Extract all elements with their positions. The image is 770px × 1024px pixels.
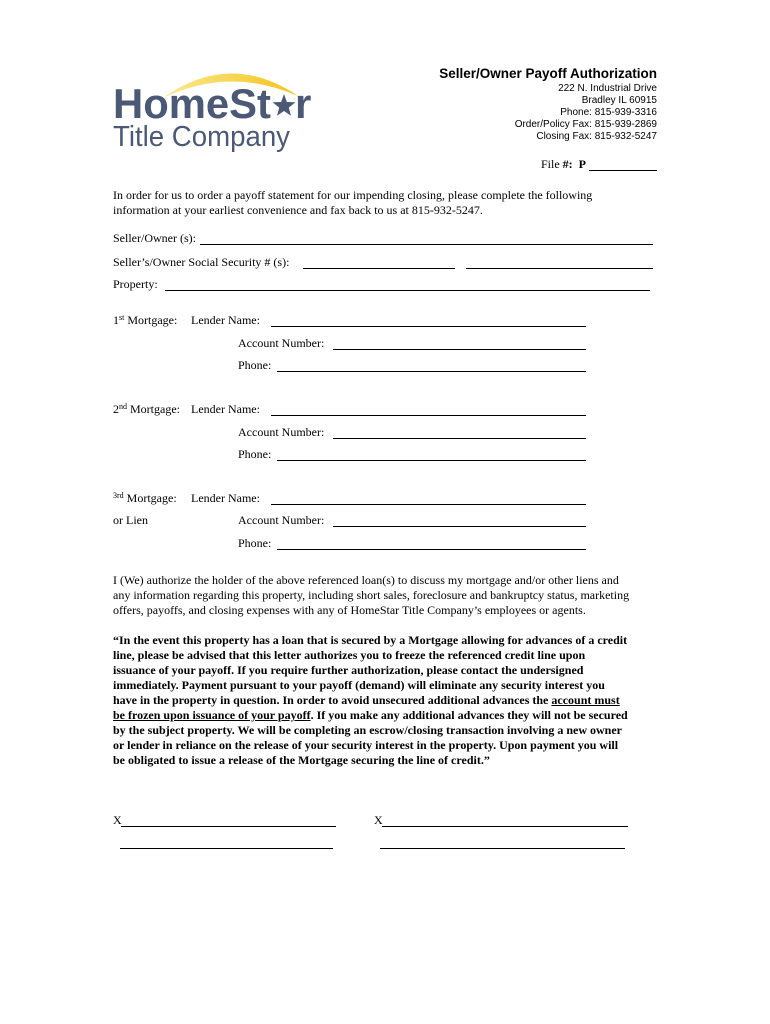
homestar-logo <box>108 60 313 160</box>
mortgage-3-phone-label: Phone: <box>238 536 272 550</box>
mortgage-ordinal: 1 <box>113 313 119 327</box>
address-closing-fax: Closing Fax: 815-932-5247 <box>536 131 657 142</box>
mortgage-1-phone-field[interactable] <box>277 358 586 372</box>
notice-line: immediately. Payment pursuant to your payoff (demand) will eliminate any security interest you <box>113 678 605 692</box>
notice-line <box>113 693 628 708</box>
mortgage-1-label <box>113 313 177 328</box>
mortgage-2-lender-label: Lender Name: <box>191 402 260 416</box>
mortgage-ordinal: 2 <box>113 402 119 416</box>
address-phone: Phone: 815-939-3316 <box>560 107 657 118</box>
ssn-field-1[interactable] <box>303 255 455 269</box>
address-order-fax: Order/Policy Fax: 815-939-2869 <box>514 119 657 130</box>
notice-line: line, please be advised that this letter authorizes you to freeze the referenced credit line upon <box>113 648 586 662</box>
star-icon <box>273 94 296 116</box>
notice-line: or lender in reliance on the release of your security interest in the property. Upon payment you will <box>113 738 619 752</box>
seller-owner-label: Seller/Owner (s): <box>113 231 196 245</box>
mortgage-3-account-label: Account Number: <box>238 513 325 527</box>
authorization-line: any information regarding this property, including short sales, foreclosure and bankruptcy status, marketing <box>113 588 630 602</box>
mortgage-1-phone-label: Phone: <box>238 358 272 372</box>
logo-tagline: Title Company <box>113 121 291 153</box>
notice-line: be obligated to issue a release of the Mortgage securing the line of credit.” <box>113 753 490 767</box>
mortgage-3-sub-label: or Lien <box>113 513 148 527</box>
printed-name-field-2[interactable] <box>380 835 625 849</box>
notice-text: have in the property in question. In order to avoid unsecured additional advances the <box>113 693 552 707</box>
ssn-field-2[interactable] <box>466 255 653 269</box>
mortgage-2-lender-field[interactable] <box>271 402 586 416</box>
mortgage-2-account-label: Account Number: <box>238 425 325 439</box>
company-address <box>515 83 657 143</box>
signature-mark-2: X <box>374 813 383 827</box>
mortgage-3-phone-field[interactable] <box>277 536 586 550</box>
notice-line <box>113 708 628 723</box>
mortgage-1-account-field[interactable] <box>333 336 586 350</box>
mortgage-1-lender-label: Lender Name: <box>191 313 260 327</box>
credit-line-notice <box>113 633 628 768</box>
intro-line: information at your earliest convenience and fax back to us at 815-932-5247. <box>113 203 483 217</box>
mortgage-word: Mortgage: <box>127 313 178 327</box>
intro-line: In order for us to order a payoff statement for our impending closing, please complete the following <box>113 188 593 202</box>
mortgage-ordinal: 3 <box>113 491 117 500</box>
mortgage-2-phone-label: Phone: <box>238 447 272 461</box>
ssn-label: Seller’s/Owner Social Security # (s): <box>113 255 290 269</box>
authorization-line: I (We) authorize the holder of the above referenced loan(s) to discuss my mortgage and/or other liens and <box>113 573 619 587</box>
mortgage-2-account-field[interactable] <box>333 425 586 439</box>
mortgage-ordinal-suffix: nd <box>119 402 127 411</box>
logo-name-end: r <box>295 80 312 127</box>
mortgage-word: Mortgage: <box>126 491 177 505</box>
address-city: Bradley IL 60915 <box>581 95 657 106</box>
authorization-line: offers, payoffs, and closing expenses with any of HomeStar Title Company’s employees or agents. <box>113 603 586 617</box>
mortgage-3-lender-label: Lender Name: <box>191 491 260 505</box>
notice-line: “In the event this property has a loan that is secured by a Mortgage allowing for advances of a credit <box>113 633 628 647</box>
signature-field-1[interactable] <box>121 813 336 827</box>
mortgage-3-lender-field[interactable] <box>271 491 586 505</box>
mortgage-3-label <box>113 491 177 506</box>
mortgage-1-account-label: Account Number: <box>238 336 325 350</box>
signature-mark-1: X <box>113 813 122 827</box>
notice-underlined-text: account must <box>551 693 620 707</box>
file-number-field[interactable] <box>589 157 657 171</box>
mortgage-2-label <box>113 402 180 417</box>
logo-name-start: HomeSt <box>113 80 271 127</box>
mortgage-word: Mortgage: <box>130 402 180 416</box>
mortgage-ordinal-suffix: st <box>119 313 125 322</box>
notice-underlined-text: be frozen upon issuance of your payoff <box>113 708 311 722</box>
file-number-label <box>541 157 586 172</box>
mortgage-1-lender-field[interactable] <box>271 313 586 327</box>
notice-text: . If you make any additional advances they will not be secured <box>310 708 628 722</box>
intro-paragraph <box>113 188 592 218</box>
property-field[interactable] <box>165 277 650 291</box>
printed-name-field-1[interactable] <box>120 835 333 849</box>
file-hash: #: <box>562 157 573 171</box>
file-label: File <box>541 157 560 171</box>
mortgage-ordinal-suffix: rd <box>117 491 124 500</box>
signature-field-2[interactable] <box>382 813 628 827</box>
mortgage-3-account-field[interactable] <box>333 513 586 527</box>
property-label: Property: <box>113 277 158 291</box>
seller-owner-field[interactable] <box>200 231 653 245</box>
authorization-paragraph <box>113 573 629 618</box>
address-street: 222 N. Industrial Drive <box>558 83 657 94</box>
form-title: Seller/Owner Payoff Authorization <box>439 66 657 81</box>
mortgage-2-phone-field[interactable] <box>277 447 586 461</box>
notice-line: issuance of your payoff. If you require further authorization, please contact the undersigned <box>113 663 584 677</box>
notice-line: by the subject property. We will be completing an escrow/closing transaction involving a new owner <box>113 723 622 737</box>
file-prefix: P <box>578 157 587 171</box>
